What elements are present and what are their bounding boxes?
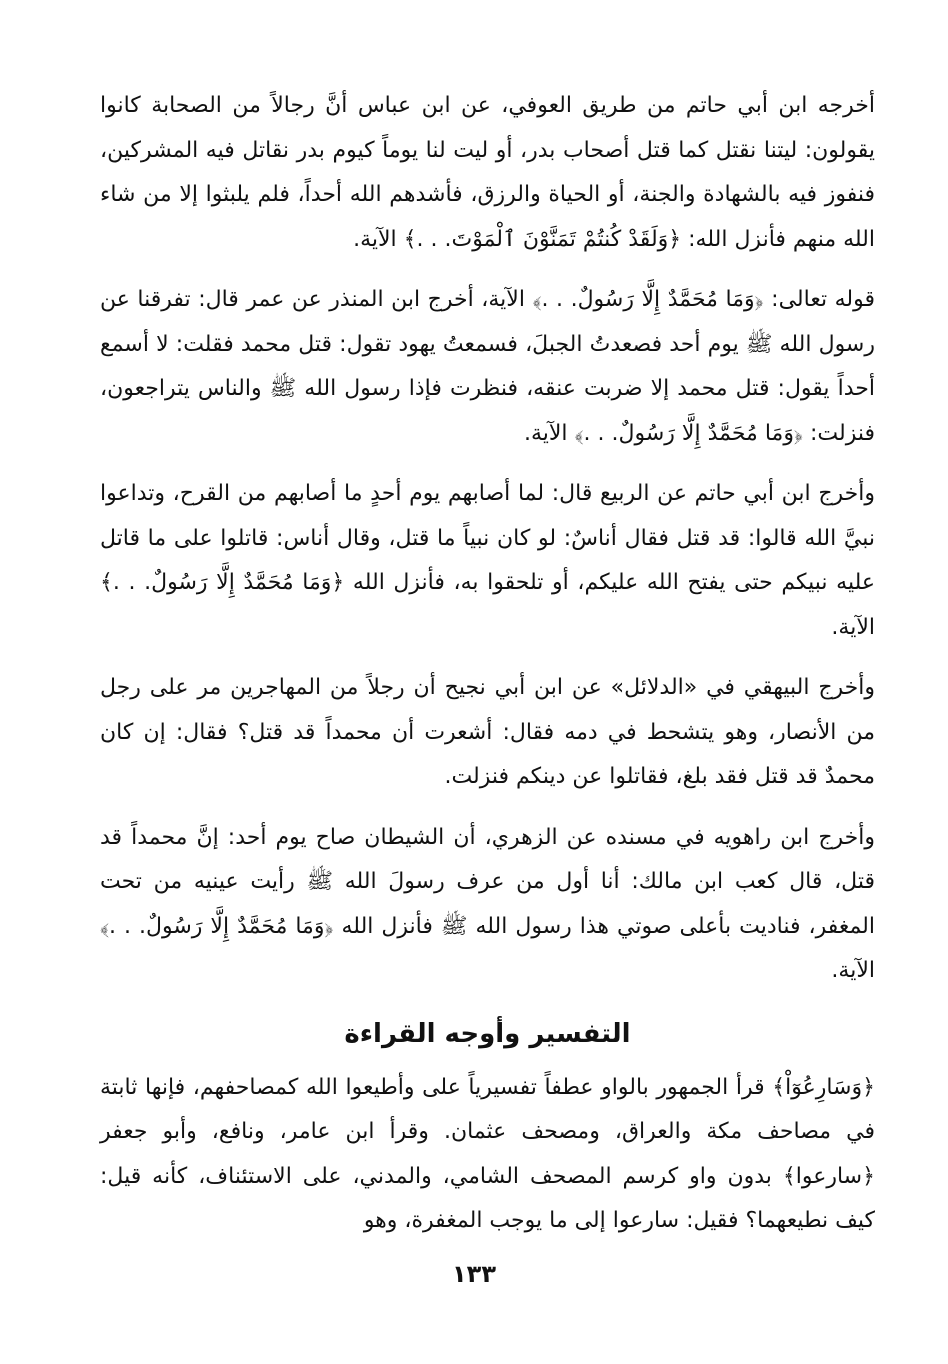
paragraph-4: وأخرج البيهقي في «الدلائل» عن ابن أبي نجيح أن رجلاً من المهاجرين مر على رجل من الأنصار، وهو يتشحط في دمه فقال: أشعرت أن محمداً قد قتل؟ فقال: إن كان محمدٌ قد قتل فقد بلغ، فقاتلوا عن دينكم فنزلت. [100,675,875,789]
page-body [100,84,875,1260]
page-number: ١٣٣ [452,1260,496,1288]
paragraph-5: وأخرج ابن راهويه في مسنده عن الزهري، أن الشيطان صاح يوم أحد: إنَّ محمداً قد قتل، قال كعب ابن مالك: أنا أول من عرف رسولَ الله ﷺ رأيت عينيه من تحت المغفر، فناديت بأعلى صوتي هذا رسول الله ﷺ فأنزل الله ﴿وَمَا مُحَمَّدٌ إِلَّا رَسُولٌ. . .﴾ الآية. [100,824,875,983]
paragraph-2: قوله تعالى: ﴿وَمَا مُحَمَّدٌ إِلَّا رَسُولٌ. . .﴾ الآية، أخرج ابن المنذر عن عمر قال: تفرقنا عن رسول الله ﷺ يوم أحد فصعدتُ الجبلَ، فسمعتُ يهود تقول: قتل محمد فقلت: لا أسمع أحداً يقول: قتل محمد إلا ضربت عنقه، فنظرت فإذا رسول الله ﷺ والناس يتراجعون، فنزلت: ﴿وَمَا مُحَمَّدٌ إِلَّا رَسُولٌ. . .﴾ الآية. [100,287,875,446]
paragraph-3: وأخرج ابن أبي حاتم عن الربيع قال: لما أصابهم يوم أحدٍ ما أصابهم من القرح، وتداعوا نبيَّ الله قالوا: قد قتل فقال أناسٌ: لو كان نبياً ما قتل، وقال أناس: قاتلوا على ما قاتل عليه نبيكم حتى يفتح الله عليكم، أو تلحقوا به، فأنزل الله ﴿وَمَا مُحَمَّدٌ إِلَّا رَسُولٌ. . .﴾ الآية. [100,481,875,640]
paragraph-6: ﴿وَسَارِعُوٓاْ﴾ قرأ الجمهور بالواو عطفاً تفسيرياً على وأطيعوا الله كمصاحفهم، فإنها ثابتة في مصاحف مكة والعراق، ومصحف عثمان. وقرأ ابن عامر، ونافع، وأبو جعفر ﴿سارعوا﴾ بدون واو كرسم المصحف الشامي، والمدني، على الاستئناف، كأنه قيل: كيف نطيعهما؟ فقيل: سارعوا إلى ما يوجب المغفرة، وهو [100,1074,875,1233]
paragraph-1: أخرجه ابن أبي حاتم من طريق العوفي، عن ابن عباس أنَّ رجالاً من الصحابة كانوا يقولون: ليتنا نقتل كما قتل أصحاب بدر، أو ليت لنا يوماً كيوم بدر نقاتل فيه المشركين، فنفوز فيه بالشهادة والجنة، أو الحياة والرزق، فأشدهم الله أحداً، فلم يلبثوا إلا من شاء الله منهم فأنزل الله: ﴿وَلَقَدْ كُنتُمْ تَمَنَّوْنَ ٱلْمَوْتَ. . .﴾ الآية. [100,93,875,252]
section-heading: التفسير وأوجه القراءة [344,1018,631,1049]
